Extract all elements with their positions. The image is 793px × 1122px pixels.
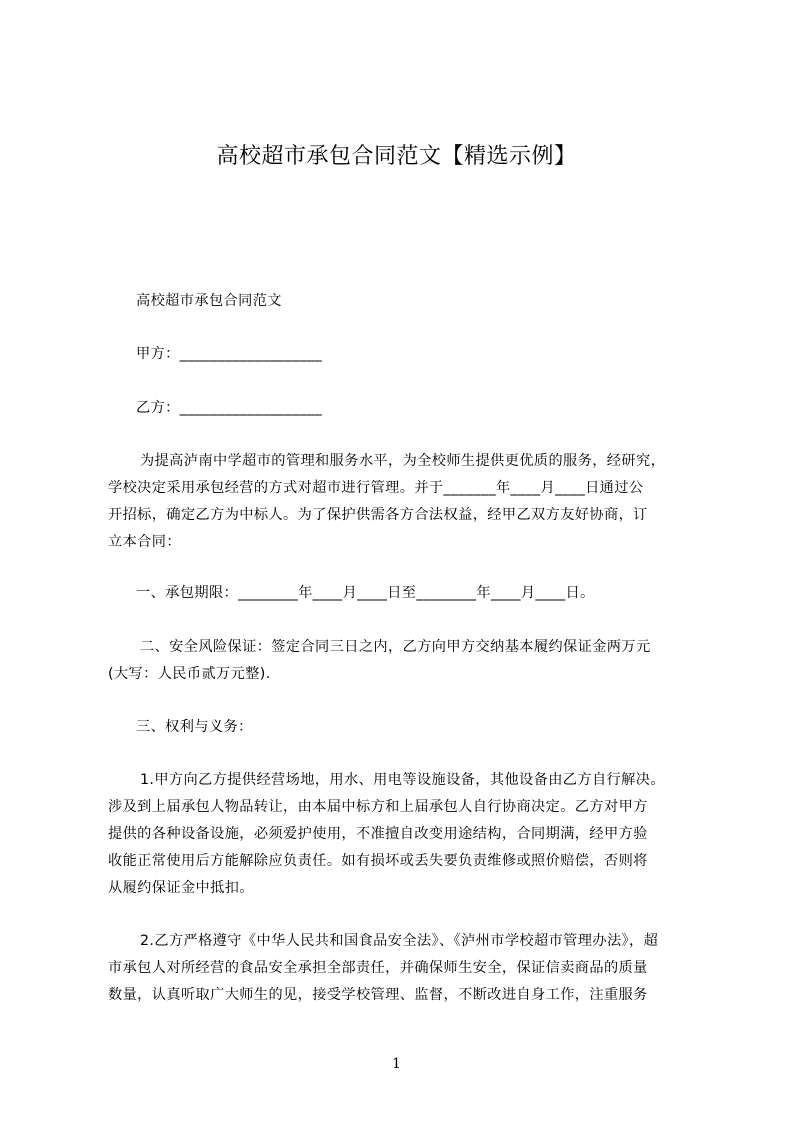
text-line: 收能正常使用后方能解除应负责任。如有损坏或丢失要负责维修或照价赔偿，否则将 [108,853,648,869]
text-line: 学校决定采用承包经营的方式对超市进行管理。并于_______年____月____日通过公 [108,480,644,496]
text-line: 一、承包期限：________年____月____日至________年____月____日。 [136,585,595,601]
text-line: 三、权利与义务： [136,719,253,735]
text-line: 从履约保证金中抵扣。 [108,880,254,896]
page-number: 1 [392,1056,401,1072]
document-title: 高校超市承包合同范文【精选示例】 [216,144,577,169]
text-line: 二、安全风险保证：签定合同三日之内，乙方向甲方交纳基本履约保证金两万元 [140,639,651,655]
clause-3-item-2 [108,928,718,1009]
clause-1-term [136,580,746,607]
clause-2-deposit [108,634,718,688]
clause-3-heading [136,714,746,741]
party-b-line [136,395,746,422]
text-line: 高校超市承包合同范文 [136,293,282,309]
text-line: (大写：人民币贰万元整). [108,666,271,682]
clause-3-item-1 [108,767,718,902]
text-line: 2.乙方严格遵守《中华人民共和国食品安全法》、《泸州市学校超市管理办法》，超 [140,933,659,949]
text-line: 立本合同： [108,534,181,550]
preamble-paragraph [108,448,718,556]
text-line: 1.甲方向乙方提供经营场地，用水、用电等设施设备，其他设备由乙方自行解决。 [140,772,665,788]
text-line: 提供的各种设备设施，必须爱护使用，不准擅自改变用途结构，合同期满，经甲方验 [108,826,648,842]
text-line: 乙方：___________________ [136,400,323,416]
subtitle-paragraph [136,288,746,315]
text-line: 市承包人对所经营的食品安全承担全部责任，并确保师生安全，保证信卖商品的质量 [108,960,648,976]
text-line: 甲方：___________________ [136,346,323,362]
text-line: 数量，认真听取广大师生的见，接受学校管理、监督，不断改进自身工作，注重服务 [108,987,648,1003]
party-a-line [136,341,746,368]
text-line: 涉及到上届承包人物品转让，由本届中标方和上届承包人自行协商决定。乙方对甲方 [108,799,648,815]
text-line: 为提高泸南中学超市的管理和服务水平，为全校师生提供更优质的服务，经研究， [140,453,666,469]
text-line: 开招标，确定乙方为中标人。为了保护供需各方合法权益，经甲乙双方友好协商，订 [108,507,648,523]
